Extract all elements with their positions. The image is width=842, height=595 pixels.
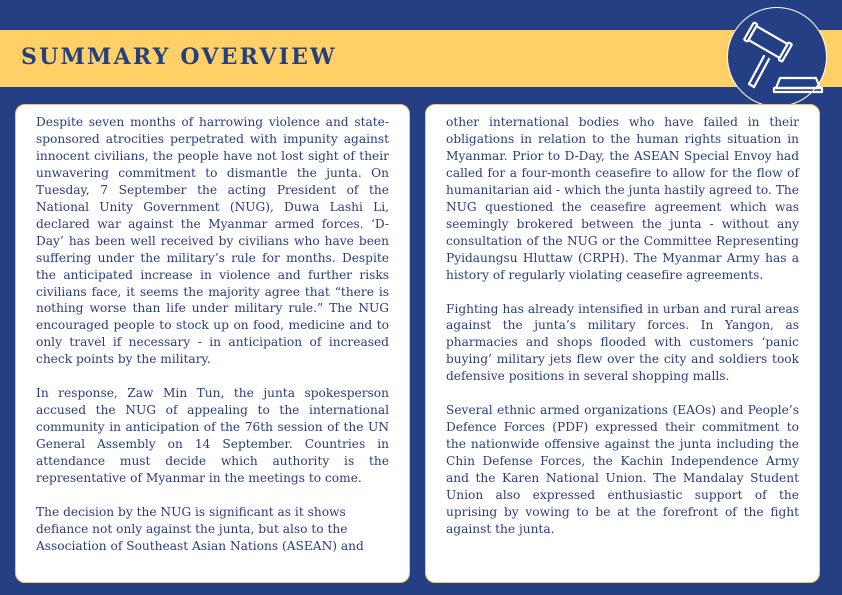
summary-column-left [15,104,410,583]
gavel-emblem [727,7,827,107]
paragraph: The decision by the NUG is significant as it shows defiance not only against the junta, but also to the Association of Southeast Asian Nations (ASEAN) and [36,505,364,553]
header-banner [0,30,842,87]
summary-column-right [425,104,820,583]
paragraph: other international bodies who have failed in their obligations in relation to the human rights situation in Myanmar. Prior to D-Day, the ASEAN Special Envoy had called for a four-month ceasefire to allow for the flow of humanitarian aid - which the junta hastily agreed to. The NUG questioned the ceasefire agreement which was seemingly brokered between the junta - without any consultation of the NUG or the Committee Representing Pyidaungsu Hluttaw (CRPH). The Myanmar Army has a history of regularly violating ceasefire agreements. [446,115,799,282]
paragraph: Several ethnic armed organizations (EAOs) and People’s Defence Forces (PDF) expressed their commitment to the nationwide offensive against the junta including the Chin Defense Forces, the Kachin Independence Army and the Karen National Union. The Mandalay Student Union also expressed enthusiastic support of the uprising by vowing to be at the forefront of the fight against the junta. [446,403,799,536]
paragraph: Despite seven months of harrowing violence and state-sponsored atrocities perpetrated with impunity against innocent civilians, the people have not lost sight of their unwavering commitment to dismantle the junta. On Tuesday, 7 September the acting President of the National Unity Government (NUG), Duwa Lashi Li, declared war against the Myanmar armed forces. ‘D-Day’ has been well received by civilians who have been suffering under the military’s rule for months. Despite the anticipated increase in violence and further risks civilians face, it seems the majority agree that “there is nothing worse than life under military rule.” The NUG encouraged people to stock up on food, medicine and to only travel if necessary - in anticipation of increased check points by the military. [36,115,389,367]
paragraph: Fighting has already intensified in urban and rural areas against the junta’s military forces. In Yangon, as pharmacies and shops flooded with customers ‘panic buying’ military jets flew over the city and soldiers took defensive positions in several shopping malls. [446,301,799,384]
gavel-icon [728,8,828,108]
paragraph: In response, Zaw Min Tun, the junta spokesperson accused the NUG of appealing to the international community in anticipation of the 76th session of the UN General Assembly on 14 September. Countries in attendance must decide which authority is the representative of Myanmar in the meetings to come. [36,386,389,486]
page-title: SUMMARY OVERVIEW [21,44,337,70]
